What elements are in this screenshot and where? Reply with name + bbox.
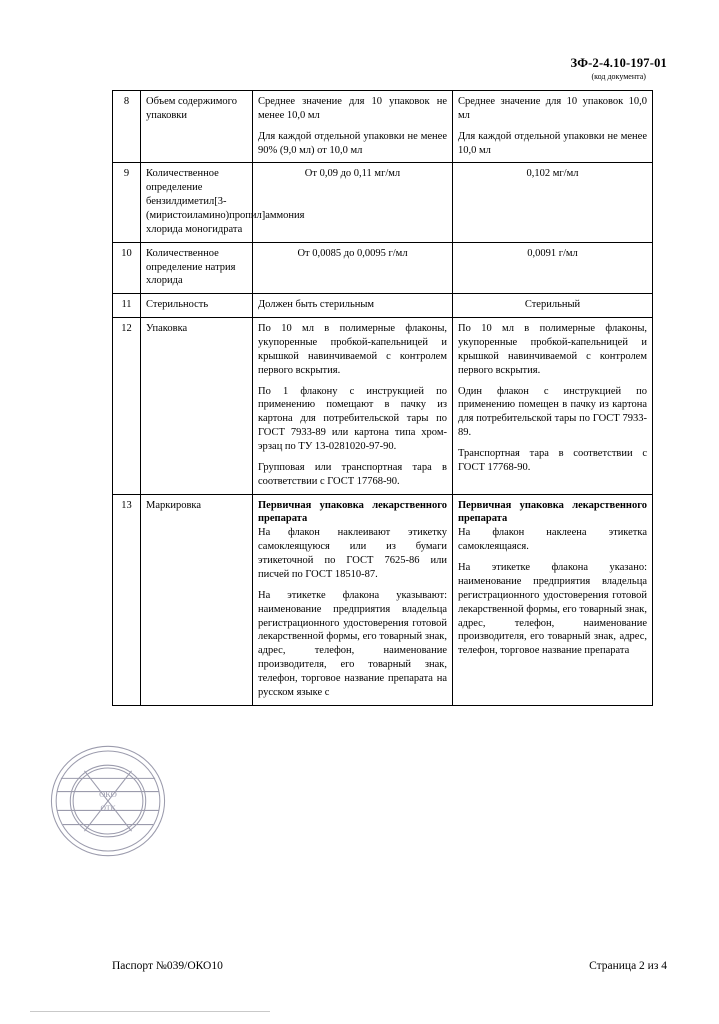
row-requirement: От 0,09 до 0,11 мг/мл <box>253 163 453 242</box>
svg-text:ОКО: ОКО <box>99 789 117 800</box>
row-number: 8 <box>113 91 141 163</box>
row-result: Стерильный <box>453 294 653 318</box>
table-row <box>113 163 653 242</box>
row-requirement <box>253 318 453 494</box>
footer-passport-number: Паспорт №039/ОКО10 <box>112 960 223 972</box>
row-requirement: От 0,0085 до 0,0095 г/мл <box>253 242 453 294</box>
row-number: 13 <box>113 494 141 705</box>
footer-divider <box>30 1011 270 1012</box>
row-result <box>453 91 653 163</box>
requirement-paragraph: Групповая или транспортная тара в соответствии с ГОСТ 17768-90. <box>258 461 447 487</box>
specification-table <box>112 90 653 706</box>
result-paragraph: По 10 мл в полимерные флаконы, укупоренные пробкой-капельницей и крышкой навинчиваемой с контролем первого вскрытия. <box>458 323 647 376</box>
result-paragraph: На флакон наклеена этикетка самоклеящаяся. <box>458 527 647 553</box>
row-number: 11 <box>113 294 141 318</box>
row-requirement <box>253 494 453 705</box>
row-parameter-name: Маркировка <box>141 494 253 705</box>
result-paragraph: Среднее значение для 10 упаковок 10,0 мл <box>458 96 647 121</box>
row-requirement: Должен быть стерильным <box>253 294 453 318</box>
row-result: 0,0091 г/мл <box>453 242 653 294</box>
requirement-paragraph: По 10 мл в полимерные флаконы, укупоренные пробкой-капельницей и крышкой навинчиваемой с контролем первого вскрытия. <box>258 323 447 376</box>
document-code-caption: (код документа) <box>591 72 646 81</box>
table-row <box>113 91 653 163</box>
requirement-subtitle: Первичная упаковка лекарственного препарата <box>258 499 447 525</box>
row-result <box>453 318 653 494</box>
result-paragraph: Транспортная тара в соответствии с ГОСТ 17768-90. <box>458 448 647 473</box>
requirement-paragraph: По 1 флакону с инструкцией по применению помещают в пачку из картона для потребительской тары по ГОСТ 7933-89 или картона типа хром-эрзац по ТУ 13-0281020-97-90. <box>258 385 447 453</box>
result-paragraph: Для каждой отдельной упаковки не менее 10,0 мл <box>458 130 647 156</box>
table-row <box>113 494 653 705</box>
requirement-paragraph: На флакон наклеивают этикетку самоклеящуюся или из бумаги этикеточной по ГОСТ 7625-86 или писчей по ГОСТ 18510-87. <box>258 527 447 580</box>
row-number: 10 <box>113 242 141 294</box>
document-code-value: ЗФ-2-4.10-197-01 <box>570 56 667 70</box>
requirement-paragraph: Для каждой отдельной упаковки не менее 90% (9,0 мл) от 10,0 мл <box>258 130 447 156</box>
official-stamp-icon <box>42 735 174 867</box>
row-result: 0,102 мг/мл <box>453 163 653 242</box>
row-result <box>453 494 653 705</box>
row-parameter-name: Количественное определение натрия хлорида <box>141 242 253 294</box>
row-number: 12 <box>113 318 141 494</box>
table-row <box>113 294 653 318</box>
document-code <box>570 56 667 81</box>
row-parameter-name: Объем содержимого упаковки <box>141 91 253 163</box>
svg-text:ОТК: ОТК <box>100 803 116 813</box>
requirement-paragraph: Среднее значение для 10 упаковок не менее 10,0 мл <box>258 96 447 121</box>
result-subtitle: Первичная упаковка лекарственного препарата <box>458 499 647 525</box>
table-row <box>113 318 653 494</box>
result-paragraph: На этикетке флакона указано: наименование предприятия владельца регистрационного удостоверения готовой лекарственной формы, его товарный знак, адрес, телефон, наименование производителя, его товарный знак, адрес, телефон, торговое название препарата <box>458 562 647 657</box>
row-parameter-name: Стерильность <box>141 294 253 318</box>
result-paragraph: Один флакон с инструкцией по применению помещен в пачку из картона для потребительской тары по ГОСТ 7933-89. <box>458 385 647 439</box>
row-number: 9 <box>113 163 141 242</box>
page-footer <box>112 960 667 972</box>
table-row <box>113 242 653 294</box>
row-parameter-name: Количественное определение бензилдиметил[3-(миристоиламино)пропил]аммония хлорида моногидрата <box>141 163 253 242</box>
requirement-paragraph: На этикетке флакона указывают: наименование предприятия владельца регистрационного удостоверения готовой лекарственной формы, его товарный знак, адрес, телефон, наименование производителя, его товарный знак, телефон, торговое название препарата на русском языке с <box>258 589 447 698</box>
footer-page-number: Страница 2 из 4 <box>589 960 667 972</box>
row-parameter-name: Упаковка <box>141 318 253 494</box>
row-requirement <box>253 91 453 163</box>
